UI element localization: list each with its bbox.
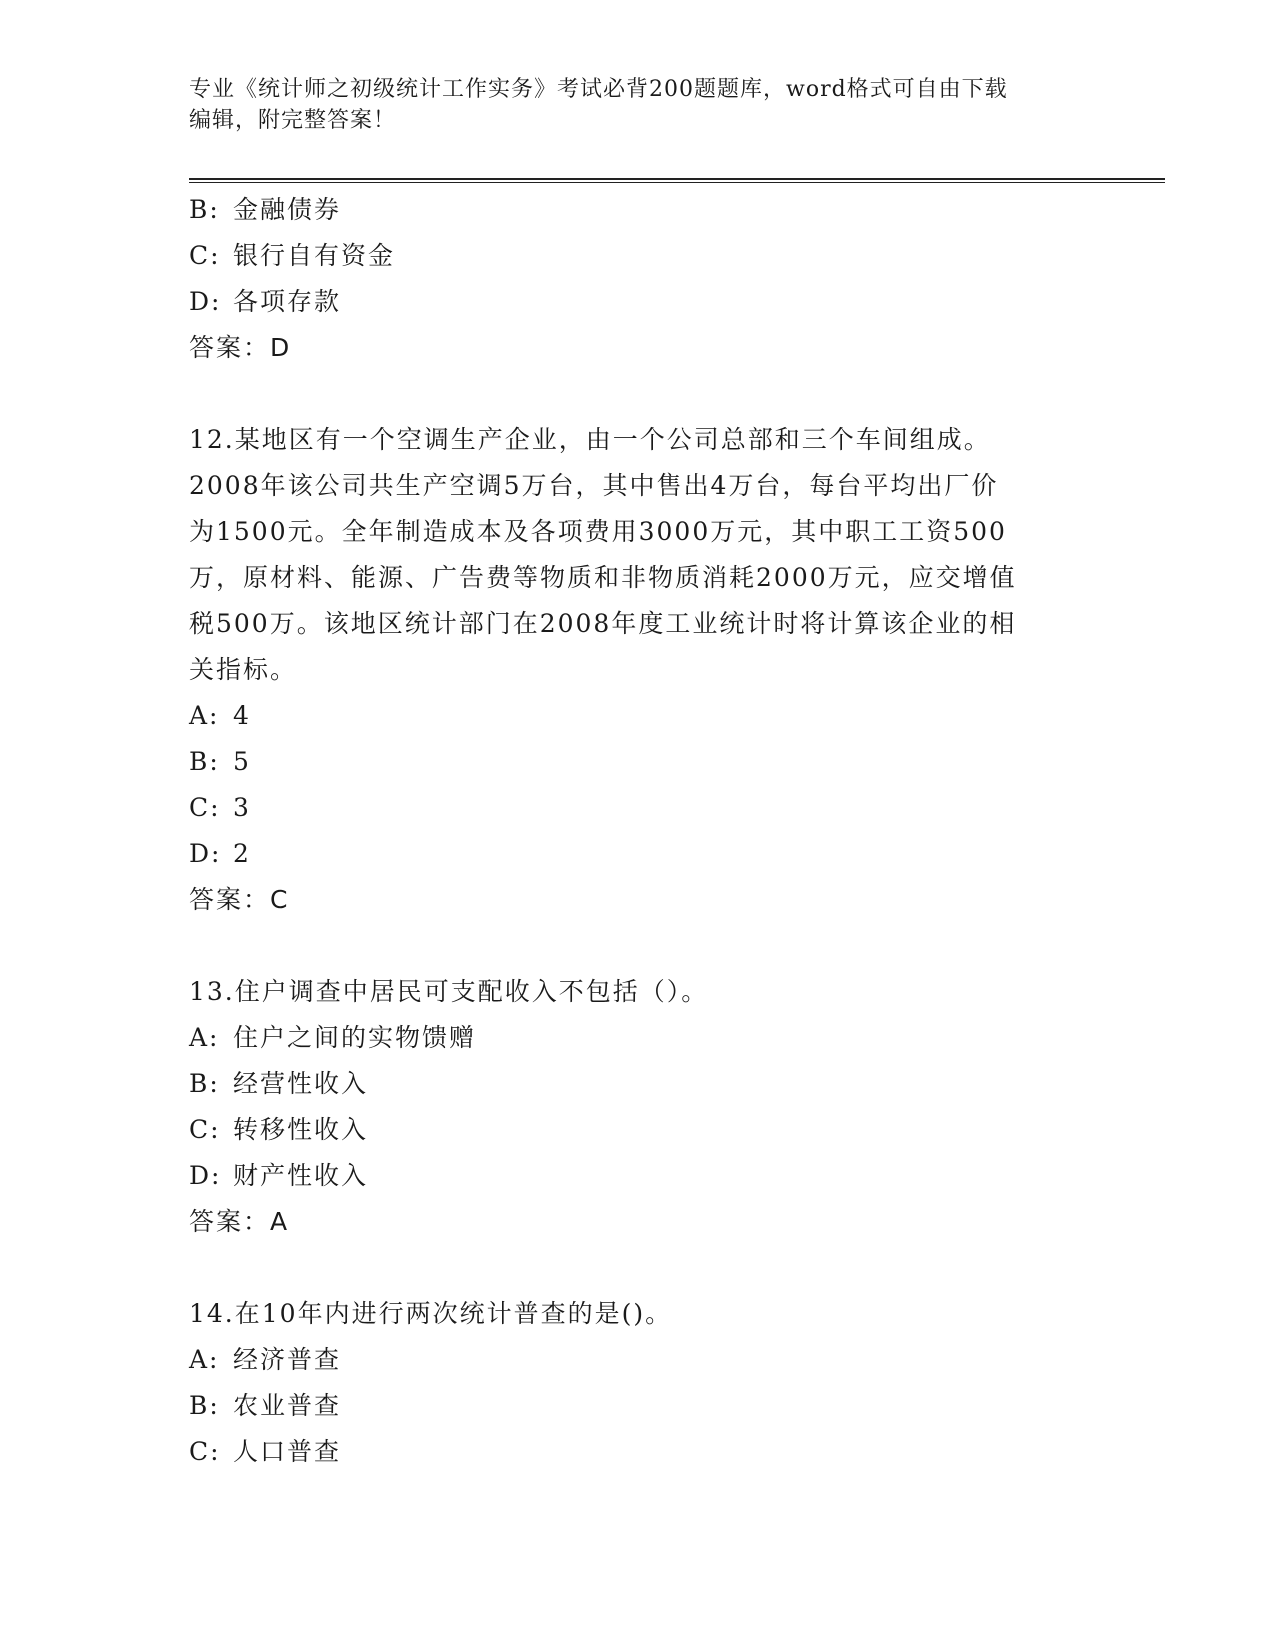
question-stem-line: 万，原材料、能源、广告费等物质和非物质消耗2000万元，应交增值 xyxy=(189,563,1017,592)
question-stem-line: 12.某地区有一个空调生产企业，由一个公司总部和三个车间组成。 xyxy=(189,425,991,454)
header-line-2: 编辑，附完整答案！ xyxy=(189,108,397,133)
option-b: B: 农业普查 xyxy=(189,1391,342,1420)
question-stem-line: 14.在10年内进行两次统计普查的是()。 xyxy=(189,1299,673,1328)
question-stem-line: 为1500元。全年制造成本及各项费用3000万元，其中职工工资500 xyxy=(189,517,1007,546)
option-d: D: 各项存款 xyxy=(189,287,342,316)
question-12 xyxy=(189,417,1089,923)
option-a: A: 4 xyxy=(189,701,251,730)
option-a: A: 住户之间的实物馈赠 xyxy=(189,1023,477,1052)
question-stem-line: 13.住户调查中居民可支配收入不包括（）。 xyxy=(189,977,709,1006)
previous-question-fragment xyxy=(189,187,1089,371)
option-c: C: 转移性收入 xyxy=(189,1115,369,1144)
question-14 xyxy=(189,1291,1089,1475)
option-b: B: 金融债券 xyxy=(189,195,342,224)
option-a: A: 经济普查 xyxy=(189,1345,342,1374)
option-b: B: 5 xyxy=(189,747,251,776)
header-line-1: 专业《统计师之初级统计工作实务》考试必背200题题库，word格式可自由下载 xyxy=(189,77,1008,102)
option-d: D: 2 xyxy=(189,839,251,868)
question-stem-line: 2008年该公司共生产空调5万台，其中售出4万台，每台平均出厂价 xyxy=(189,471,999,500)
question-13 xyxy=(189,969,1089,1245)
page-header xyxy=(189,74,1089,136)
document-body xyxy=(189,187,1089,1475)
answer-line: 答案：C xyxy=(189,885,290,914)
question-stem-line: 税500万。该地区统计部门在2008年度工业统计时将计算该企业的相 xyxy=(189,609,1017,638)
answer-line: 答案：D xyxy=(189,333,292,362)
answer-line: 答案：A xyxy=(189,1207,290,1236)
option-c: C: 3 xyxy=(189,793,251,822)
question-stem-line: 关指标。 xyxy=(189,655,298,684)
option-d: D: 财产性收入 xyxy=(189,1161,369,1190)
option-c: C: 人口普查 xyxy=(189,1437,342,1466)
option-b: B: 经营性收入 xyxy=(189,1069,369,1098)
header-double-rule xyxy=(189,178,1165,183)
option-c: C: 银行自有资金 xyxy=(189,241,396,270)
